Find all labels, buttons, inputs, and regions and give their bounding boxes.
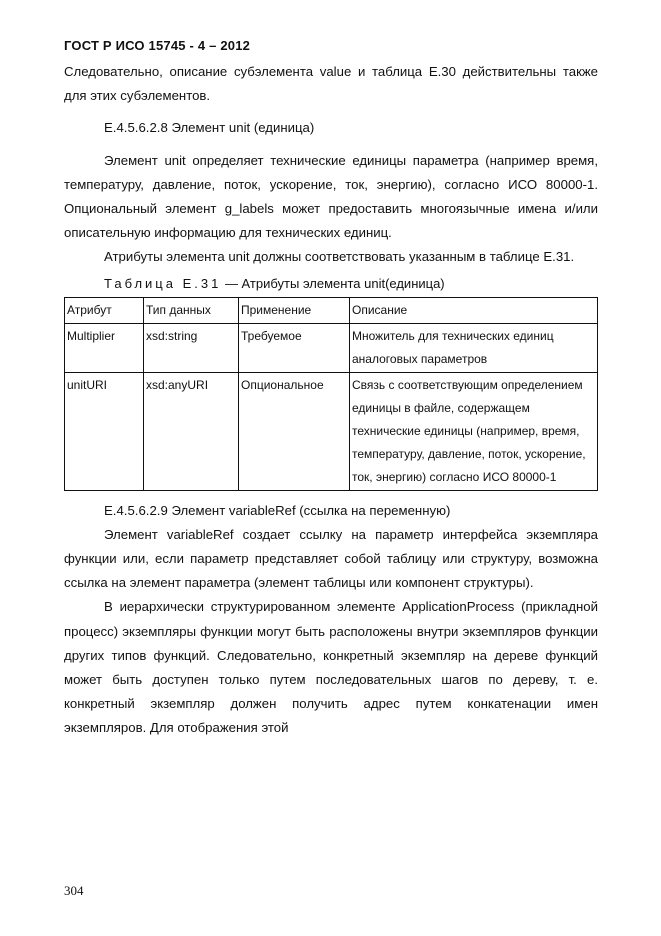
table-cell: unitURI [65, 372, 144, 490]
table-caption-text: — Атрибуты элемента unit(единица) [221, 275, 445, 291]
document-header: ГОСТ Р ИСО 15745 - 4 – 2012 [64, 38, 251, 53]
paragraph-2: Элемент unit определяет технические единицы параметра (например время, температуру, давление, поток, ускорение, ток, энергию), согласно ИСО 80000-1. Опциональный элемент g_labels может предоставить многоязычные имена и/или описательную информацию для технических единиц. [64, 152, 598, 241]
table-header-cell: Атрибут [65, 297, 144, 323]
attributes-table [64, 297, 598, 491]
page-body [64, 60, 598, 741]
table-caption-label: Таблица Е.31 [104, 275, 222, 291]
table-row [65, 323, 598, 372]
table-cell: Множитель для технических единиц аналоговых параметров [350, 323, 598, 372]
page-number: 304 [64, 883, 84, 898]
table-cell: Связь с соответствующим определением единицы в файле, содержащем технические единицы (например, время, температуру, давление, поток, ускорение, ток, энергию) согласно ИСО 80000-1 [350, 372, 598, 490]
paragraph-5: В иерархически структурированном элементе ApplicationProcess (прикладной процесс) экземпляры функции могут быть расположены внутри экземпляров функции других типов функций. Следовательно, конкретный экземпляр на дереве функций может быть доступен только путем последовательных шагов по дереву, т. е. конкретный экземпляр должен получить адрес путем конкатенации имен экземпляров. Для отображения этой [64, 599, 598, 736]
paragraph-3: Атрибуты элемента unit должны соответствовать указанным в таблице Е.31. [104, 249, 575, 265]
table-cell: xsd:string [144, 323, 239, 372]
table-cell: Требуемое [239, 323, 350, 372]
table-cell: xsd:anyURI [144, 372, 239, 490]
table-row [65, 372, 598, 490]
section-heading-unit: Е.4.5.6.2.8 Элемент unit (единица) [104, 120, 315, 136]
table-header-cell: Тип данных [144, 297, 239, 323]
section-heading-variableref: Е.4.5.6.2.9 Элемент variableRef (ссылка на переменную) [104, 502, 451, 518]
table-header-cell: Применение [239, 297, 350, 323]
table-caption [64, 274, 598, 294]
table-header-row [65, 297, 598, 323]
table-cell: Multiplier [65, 323, 144, 372]
table-header-cell: Описание [350, 297, 598, 323]
paragraph-1: Следовательно, описание субэлемента value и таблица Е.30 действительны также для этих субэлементов. [64, 64, 598, 104]
table-cell: Опциональное [239, 372, 350, 490]
paragraph-4: Элемент variableRef создает ссылку на параметр интерфейса экземпляра функции или, если параметр представляет собой таблицу или структуру, возможна ссылка на элемент параметра (элемент таблицы или компонент структуры). [64, 526, 598, 591]
